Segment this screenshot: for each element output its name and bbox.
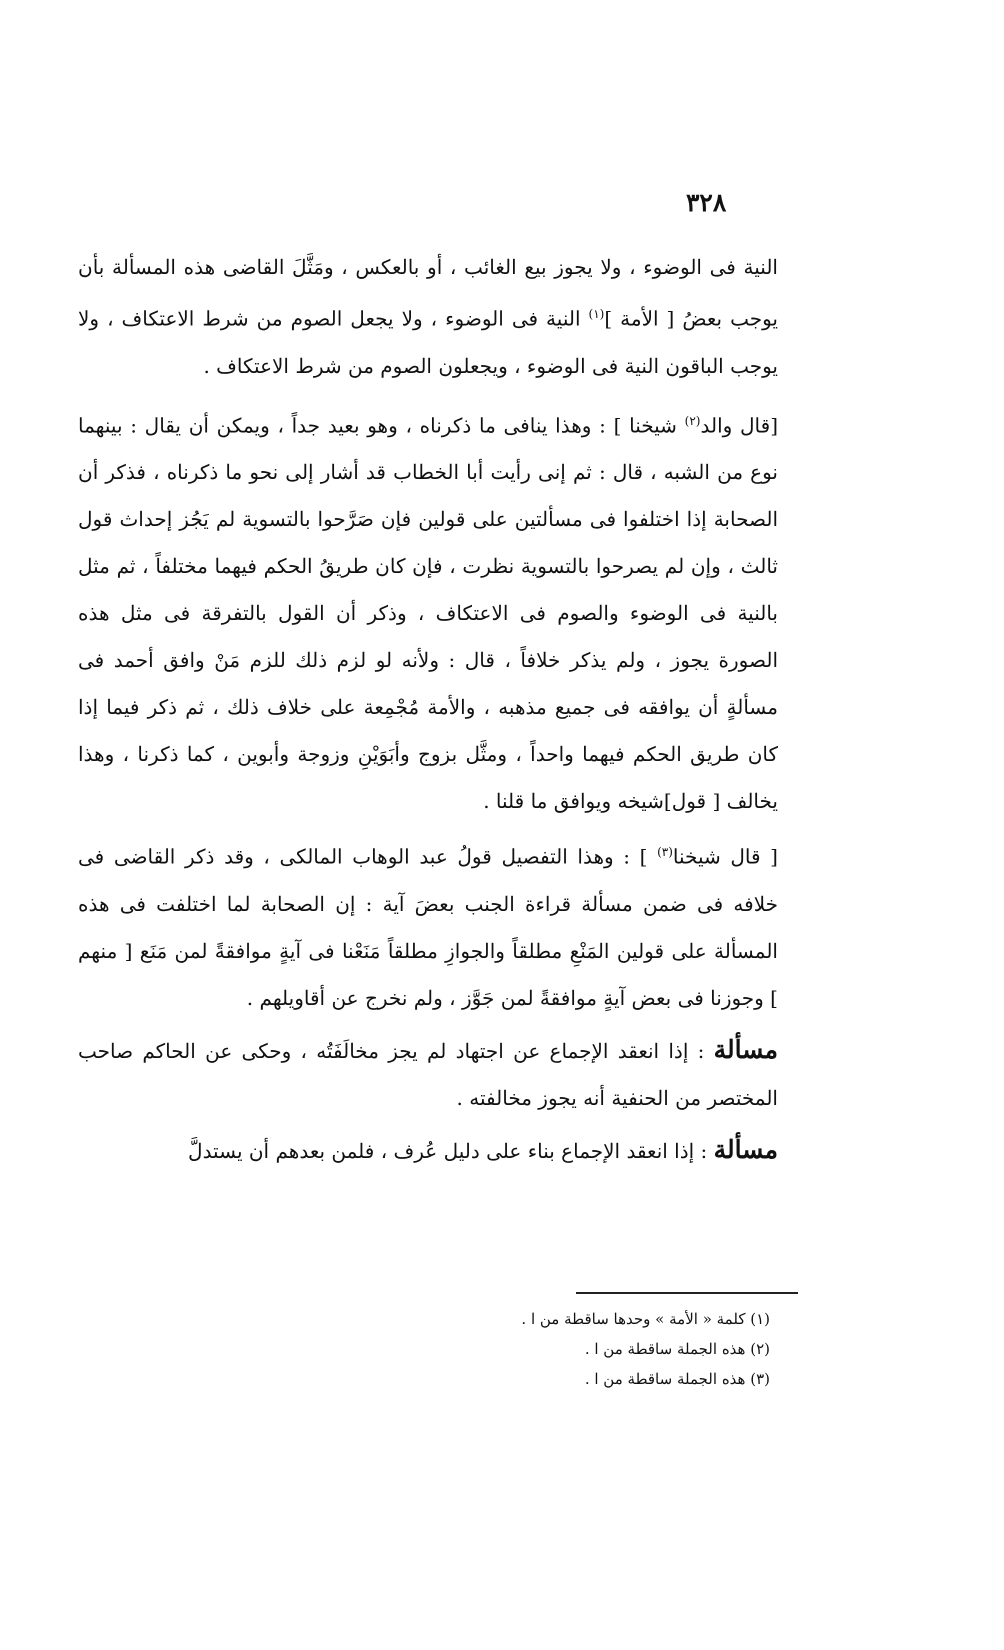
footnote-ref-1: (١): [588, 307, 605, 321]
footnote-ref-3: (٣): [657, 845, 673, 860]
footnote-divider: [576, 1292, 798, 1294]
paragraph-text: : إذا انعقد الإجماع عن اجتهاد لم يجز مخالَفَتُه ، وحكى عن الحاكم صاحب المختصر من الحنفية أنه يجوز مخالفته .: [78, 1038, 778, 1110]
footnotes: [330, 1304, 770, 1394]
paragraph-text: [ قال شيخنا: [672, 844, 778, 869]
paragraph-5: [78, 1126, 778, 1175]
footnote-ref-2: (٢): [684, 413, 701, 428]
footnote-2: (٢) هذه الجملة ساقطة من ا .: [584, 1340, 770, 1358]
footnote-3: (٣) هذه الجملة ساقطة من ا .: [584, 1370, 770, 1388]
footnote-1: (١) كلمة « الأمة » وحدها ساقطة من ا .: [521, 1310, 770, 1328]
section-heading: مسألة: [713, 1034, 778, 1064]
paragraph-text: [قال والد: [700, 413, 778, 438]
section-heading: مسألة: [713, 1134, 778, 1164]
page-number: ٣٢٨: [686, 188, 727, 217]
paragraph-2: [78, 398, 778, 826]
paragraph-text: : إذا انعقد الإجماع بناء على دليل عُرف ، فلمن بعدهم أن يستدلَّ: [188, 1138, 714, 1163]
paragraph-text: ] : وهذا التفصيل قولُ عبد الوهاب المالكى ، وقد ذكر القاضى فى خلافه فى ضمن مسألة قراءة الجنب بعضَ آية : إن الصحابة لما اختلفت فى هذه المسألة على قولين المَنْعِ مطلقاً والجوازِ مطلقاً مَنَعْنا فى آيةٍ موافقةً لمن مَنَع [ منهم ] وجوزنا فى بعض آيةٍ موافقةً لمن جَوَّز ، ولم نخرج عن أقاويلهم .: [78, 844, 778, 1010]
paragraph-4: [78, 1026, 778, 1122]
paragraph-text: النية فى الوضوء ، ولا يجوز بيع الغائب ، أو بالعكس ، ومَثَّلَ القاضى هذه المسألة بأن يوجب بعضُ [ الأمة ]: [78, 255, 778, 331]
paragraph-text: النية فى الوضوء ، ولا يجعل الصوم من شرط الاعتكاف ، ولا يوجب الباقون النية فى الوضوء ، ويجعلون الصوم من شرط الاعتكاف .: [78, 306, 778, 378]
paragraph-text: شيخنا ] : وهذا ينافى ما ذكرناه ، وهو بعيد جداً ، ويمكن أن يقال : بينهما نوع من الشبه ، قال : ثم إنى رأيت أبا الخطاب قد أشار إلى نحو ما ذكرناه ، فذكر أن الصحابة إذا اختلفوا فى مسألتين على قولين فإن صَرَّحوا بالتسوية لم يَجُز إحداث قول ثالث ، وإن لم يصرحوا بالتسوية نظرت ، فإن كان طريقُ الحكم فيهما مختلفاً ، ثم مثل بالنية فى الوضوء والصوم فى الاعتكاف ، وذكر أن القول بالتفرقة فى مثل هذه الصورة يجوز ، ولم يذكر خلافاً ، قال : ولأنه لو لزم ذلك للزم مَنْ وافق أحمد فى مسألةٍ أن يوافقه فى جميع مذهبه ، والأمة مُجْمِعة على خلاف ذلك ، ثم ذكر فيما إذا كان طريق الحكم فيهما واحداً ، ومثَّل بزوج وأبَوَيْنِ وزوجة وأبوين ، كما ذكرنا ، وهذا يخالف [ قول]شيخه ويوافق ما قلنا .: [78, 413, 778, 814]
page-body: [78, 244, 778, 1179]
paragraph-3: [78, 829, 778, 1022]
paragraph-1: [78, 244, 778, 390]
